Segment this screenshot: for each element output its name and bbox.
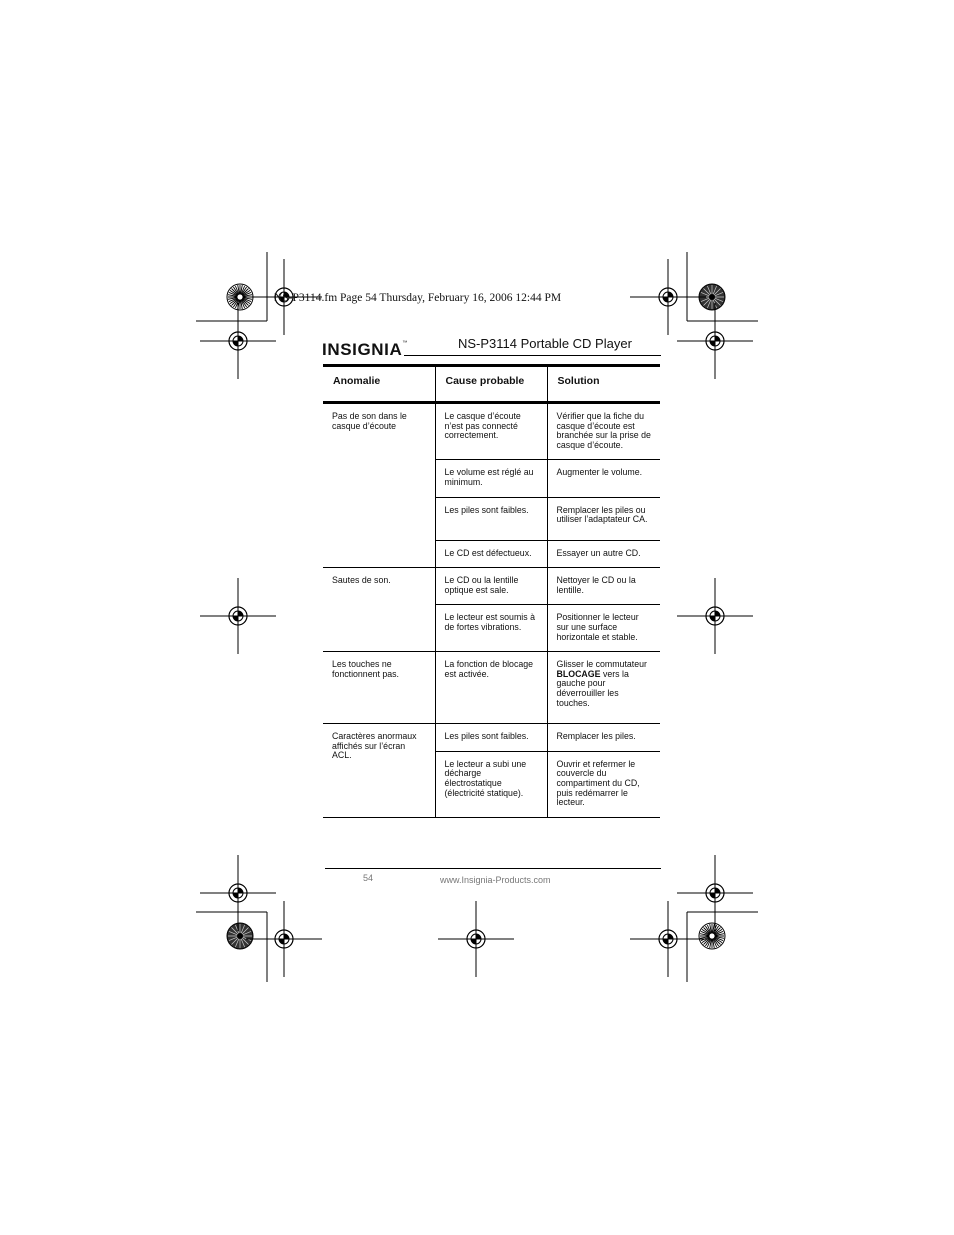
file-slug: NS-P3114.fm Page 54 Thursday, February 16, 2006 12:44 PM <box>274 292 562 304</box>
table-row <box>323 724 660 752</box>
solution-cell: Ouvrir et refermer le couvercle du compartiment du CD, puis redémarrer le lecteur. <box>547 751 660 817</box>
solution-cell: Vérifier que la fiche du casque d’écoute est branchée sur la prise de casque d’écoute. <box>547 403 660 460</box>
troubleshooting-table-wrapper <box>323 364 660 818</box>
cause-cell: Les piles sont faibles. <box>435 497 547 540</box>
cause-cell: Le lecteur a subi une décharge électrostatique (électricité statique). <box>435 751 547 817</box>
cause-cell: Le CD est défectueux. <box>435 540 547 568</box>
logo-tm: ™ <box>402 340 408 346</box>
solution-cell <box>547 652 660 724</box>
cause-cell: Les piles sont faibles. <box>435 724 547 752</box>
page-title: NS-P3114 Portable CD Player <box>458 336 632 351</box>
table-row <box>323 652 660 724</box>
troubleshooting-table <box>323 367 660 818</box>
table-row <box>323 568 660 605</box>
table-row <box>323 403 660 460</box>
column-header-solution: Solution <box>547 367 660 403</box>
cause-cell: La fonction de blocage est activée. <box>435 652 547 724</box>
problem-cell: Les touches ne fonctionnent pas. <box>323 652 435 724</box>
solution-cell: Remplacer les piles ou utiliser l’adaptateur CA. <box>547 497 660 540</box>
footer-url: www.Insignia-Products.com <box>440 875 551 885</box>
problem-cell: Sautes de son. <box>323 568 435 652</box>
table-header-row <box>323 367 660 403</box>
cause-cell: Le volume est réglé au minimum. <box>435 460 547 497</box>
logo-text: INSIGNIA <box>322 340 403 359</box>
insignia-logo <box>322 340 408 360</box>
header-rule <box>404 355 661 356</box>
column-header-anomalie: Anomalie <box>323 367 435 403</box>
solution-text-pre: Glisser le commutateur <box>556 659 647 670</box>
cause-cell: Le casque d’écoute n’est pas connecté correctement. <box>435 403 547 460</box>
solution-cell: Augmenter le volume. <box>547 460 660 497</box>
footer-rule <box>325 868 661 869</box>
solution-cell: Remplacer les piles. <box>547 724 660 752</box>
solution-keyword: BLOCAGE <box>556 668 601 679</box>
solution-cell: Essayer un autre CD. <box>547 540 660 568</box>
cause-cell: Le lecteur est soumis à de fortes vibrations. <box>435 605 547 652</box>
column-header-cause: Cause probable <box>435 367 547 403</box>
solution-cell: Positionner le lecteur sur une surface horizontale et stable. <box>547 605 660 652</box>
problem-cell: Caractères anormaux affichés sur l’écran ACL. <box>323 724 435 818</box>
problem-cell: Pas de son dans le casque d’écoute <box>323 403 435 568</box>
page-number: 54 <box>363 873 374 883</box>
cause-cell: Le CD ou la lentille optique est sale. <box>435 568 547 605</box>
solution-cell: Nettoyer le CD ou la lentille. <box>547 568 660 605</box>
solution-text-post: vers la gauche pour déverrouiller les touches. <box>556 668 629 708</box>
